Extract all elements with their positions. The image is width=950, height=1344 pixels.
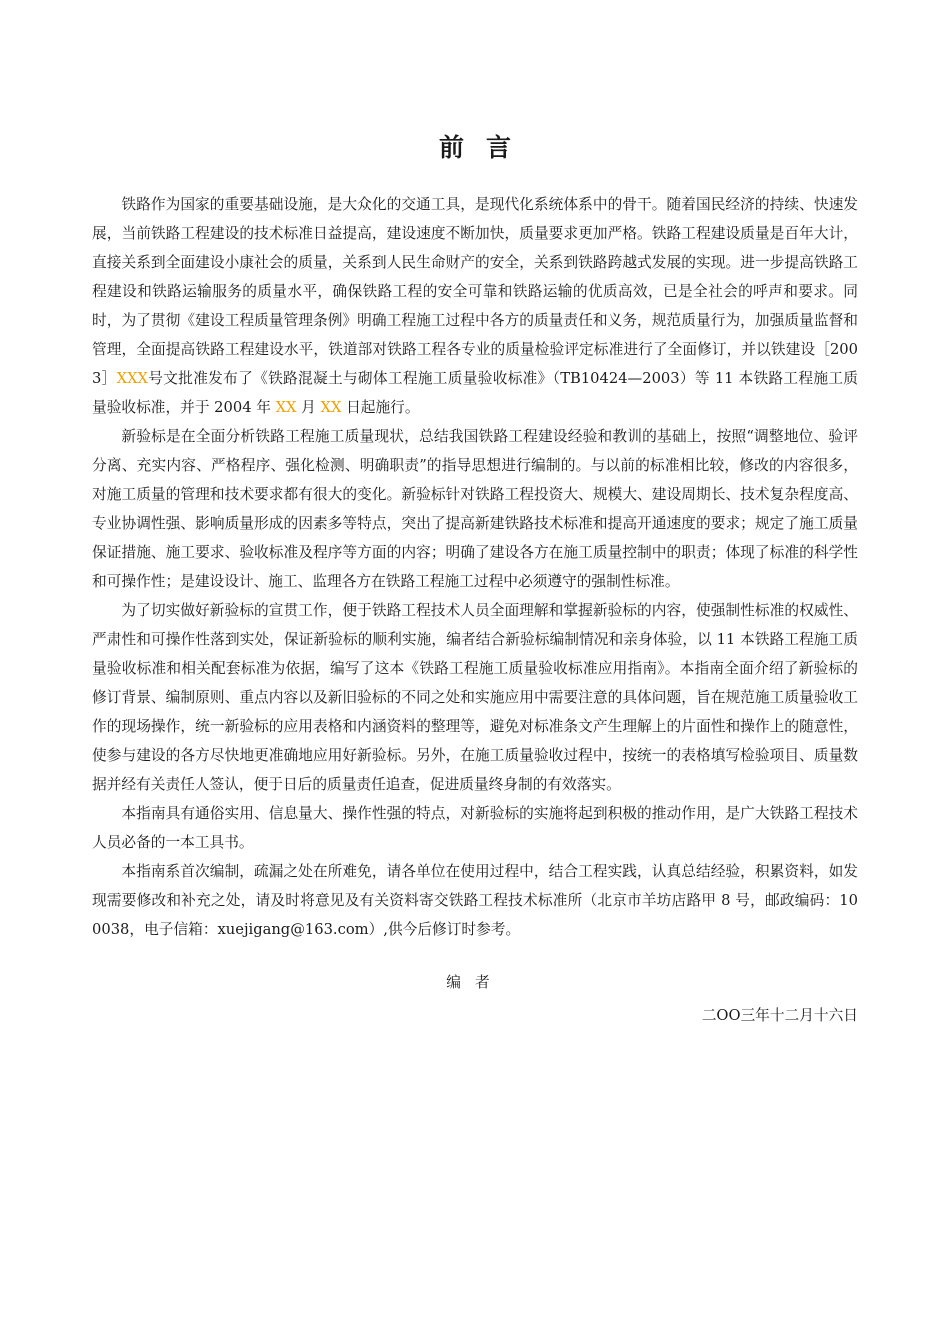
placeholder-day: XX: [320, 399, 342, 416]
page-title: 前言: [438, 133, 533, 162]
paragraph-1-text-d: 日起施行。: [341, 399, 420, 416]
paragraph-1-text-c: 月: [296, 399, 321, 416]
placeholder-month: XX: [275, 399, 297, 416]
paragraph-3: 为了切实做好新验标的宣贯工作，便于铁路工程技术人员全面理解和掌握新验标的内容，使强制性标准的权威性、严肃性和可操作性落到实处，保证新验标的顺利实施，编者结合新验标编制情况和亲身体验，以 11 本铁路工程施工质量验收标准和相关配套标准为依据，编写了这本《铁路工程施工质量验收标准应用指南》。本指南全面介绍了新验标的修订背景、编制原则、重点内容以及新旧验标的不同之处和实施应用中需要注意的具体问题，旨在规范施工质量验收工作的现场操作，统一新验标的应用表格和内涵资料的整理等，避免对标准条文产生理解上的片面性和操作上的随意性，使参与建设的各方尽快地更准确地应用好新验标。另外，在施工质量验收过程中，按统一的表格填写检验项目、质量数据并经有关责任人签认，便于日后的质量责任追查，促进质量终身制的有效落实。: [92, 602, 858, 793]
paragraph-5: 本指南系首次编制，疏漏之处在所难免，请各单位在使用过程中，结合工程实践，认真总结经验，积累资料，如发现需要修改和补充之处，请及时将意见及有关资料寄交铁路工程技术标准所（北京市羊坊店路甲 8 号，邮政编码：100038，电子信箱：xuejigang@163.com）,供今后修订时参考。: [92, 863, 858, 938]
signature-date: 二OO三年十二月十六日: [701, 1007, 858, 1024]
paragraph-2: 新验标是在全面分析铁路工程施工质量现状，总结我国铁路工程建设经验和教训的基础上，按照“调整地位、验评分离、充实内容、严格程序、强化检测、明确职责”的指导思想进行编制的。与以前的标准相比较，修改的内容很多，对施工质量的管理和技术要求都有很大的变化。新验标针对铁路工程投资大、规模大、建设周期长、技术复杂程度高、专业协调性强、影响质量形成的因素多等特点，突出了提高新建铁路技术标准和提高开通速度的要求；规定了施工质量保证措施、施工要求、验收标准及程序等方面的内容；明确了建设各方在施工质量控制中的职责；体现了标准的科学性和可操作性；是建设设计、施工、监理各方在铁路工程施工过程中必须遵守的强制性标准。: [92, 428, 858, 590]
paragraph-1: [92, 190, 858, 422]
paragraph-1-text-b: 号文批准发布了《铁路混凝土与砌体工程施工质量验收标准》（TB10424—2003）等 11 本铁路工程施工质量验收标准，并于 2004 年: [92, 370, 858, 416]
placeholder-number: XXX: [116, 370, 148, 387]
paragraph-4: 本指南具有通俗实用、信息量大、操作性强的特点，对新验标的实施将起到积极的推动作用，是广大铁路工程技术人员必备的一本工具书。: [92, 805, 858, 851]
document-page: [92, 128, 858, 1030]
signature: 编者: [446, 974, 504, 991]
paragraph-1-text-a: 铁路作为国家的重要基础设施，是大众化的交通工具，是现代化系统体系中的骨干。随着国民经济的持续、快速发展，当前铁路工程建设的技术标准日益提高，建设速度不断加快，质量要求更加严格。铁路工程建设质量是百年大计，直接关系到全面建设小康社会的质量，关系到人民生命财产的安全，关系到铁路跨越式发展的实现。进一步提高铁路工程建设和铁路运输服务的质量水平，确保铁路工程的安全可靠和铁路运输的优质高效，已是全社会的呼声和要求。同时，为了贯彻《建设工程质量管理条例》明确工程施工过程中各方的质量责任和义务，规范质量行为，加强质量监督和管理，全面提高铁路工程建设水平，铁道部对铁路工程各专业的质量检验评定标准进行了全面修订，并以铁建设［2003］: [92, 196, 858, 387]
